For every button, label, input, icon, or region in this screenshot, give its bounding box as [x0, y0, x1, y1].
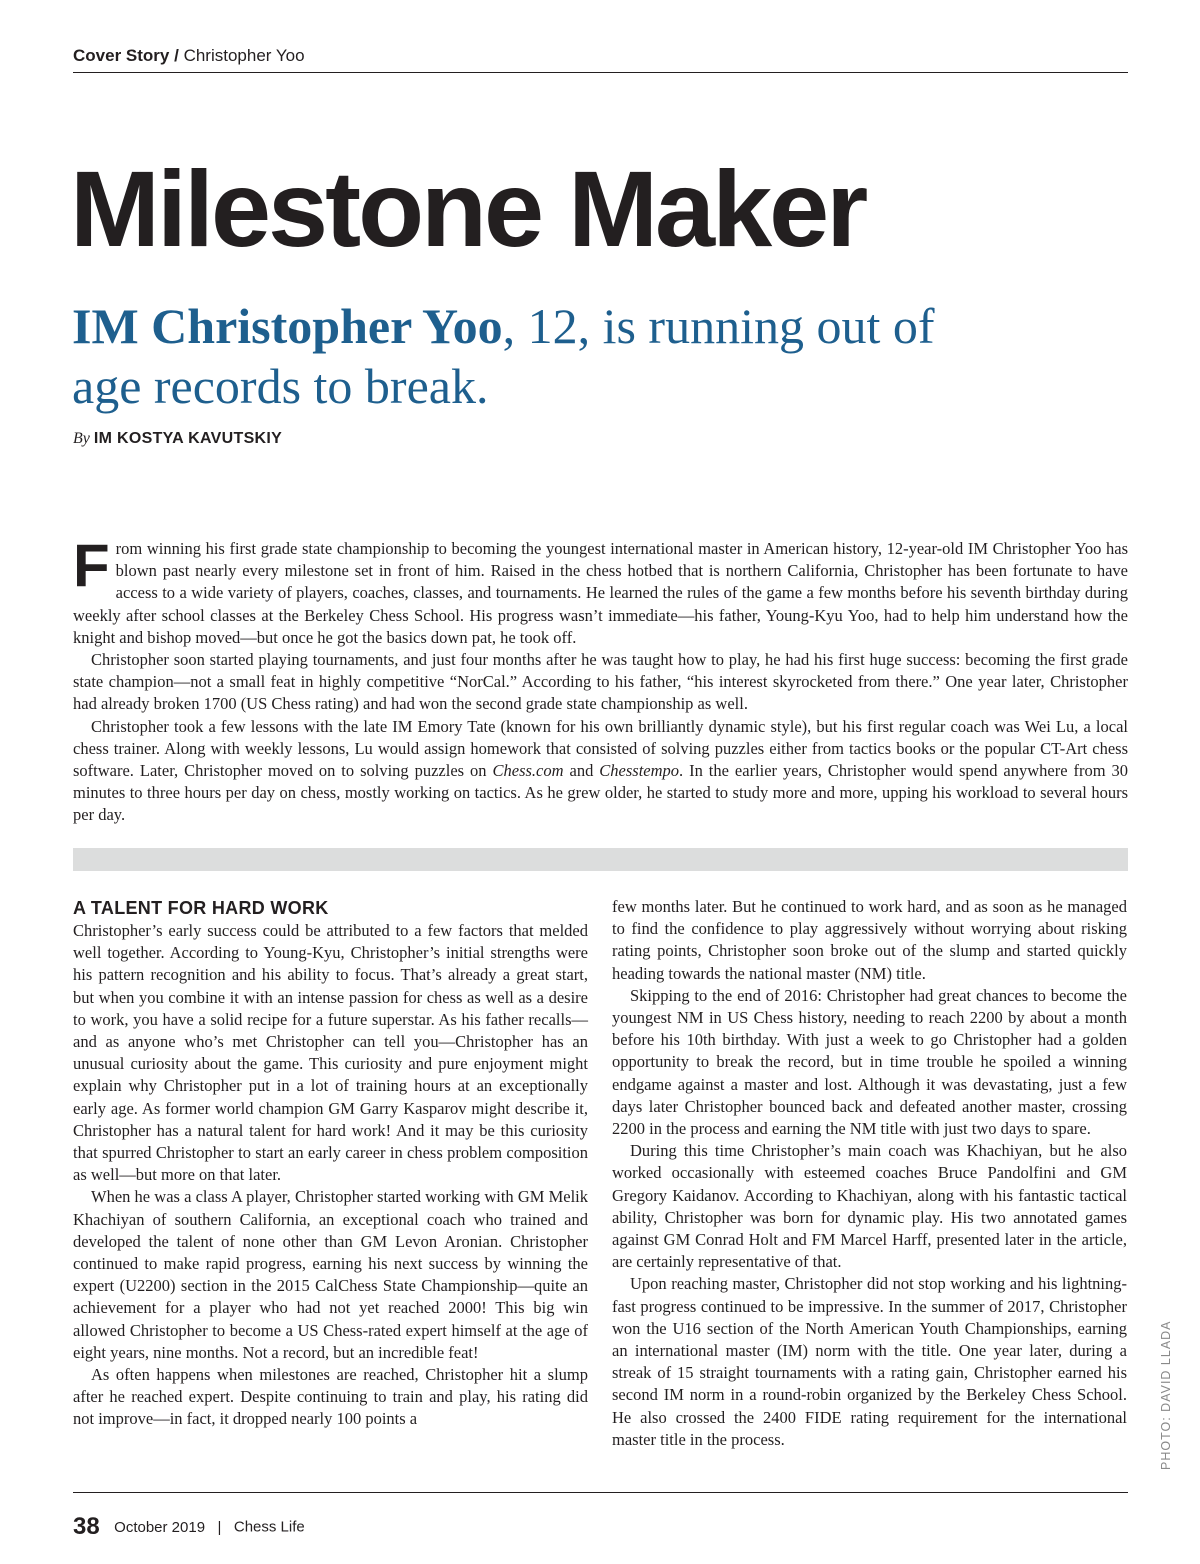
site-name-chesscom: Chess.com	[492, 761, 564, 781]
right-paragraph-2: Skipping to the end of 2016: Christopher had great chances to become the youngest NM in US Chess history, needing to reach 2200 by about a month before his 10th birthday. With just a week to go Christopher had a golden opportunity to break the record, but in time trouble he spoiled a winning endgame against a master and lost. Although it was devastating, just a few days later Christopher bounced back and defeated another master, crossing 2200 in the process and earning the NM title with just two days to spare.	[612, 985, 1127, 1139]
intro-text	[73, 532, 1129, 827]
site-name-chesstempo: Chesstempo	[599, 761, 680, 781]
right-paragraph-4: Upon reaching master, Christopher did not stop working and his lightning-fast progress continued to be impressive. In the summer of 2017, Christopher won the U16 section of the North American Youth Championships, earning an international master (IM) norm with the title. One year later, during a streak of 15 straight tournaments with a rating gain, Christopher earned his second IM norm in a round-robin organized by the Berkeley Chess School. He also crossed the 2400 FIDE rating requirement for the international master title in the process.	[612, 1274, 1127, 1449]
issue-date: October 2019	[114, 1518, 206, 1536]
intro-paragraph-1	[73, 532, 1128, 649]
left-paragraph-2: When he was a class A player, Christopher started working with GM Melik Khachiyan of southern California, an exceptional coach who trained and developed the talent of none other than GM Levon Aronian. Christopher continued to make rapid progress, earning his next success by winning the expert (U2200) section in the 2015 CalChess State Championship—quite an achievement for a player who had not yet reached 2000! This big win allowed Christopher to become a US Chess-rated expert himself at the age of eight years, nine months. Not a record, but an incredible feat!	[73, 1187, 588, 1362]
intro-p3-c: . In the earlier years, Christopher would spend anywhere from 30 minutes to three hours per day on chess, mostly working on tactics. As he grew older, he started to study more and more, upping his workload to several hours per day.	[73, 761, 1129, 825]
right-paragraph-1: few months later. But he continued to work hard, and as soon as he managed to find the confidence to play aggressively without worrying about risking rating points, Christopher soon broke out of the slump and started quickly heading towards the national master (NM) title.	[612, 897, 1127, 983]
intro-p3-b: and	[563, 761, 600, 781]
photo-credit-text: PHOTO: DAVID LLADA	[1159, 1320, 1173, 1470]
right-column	[612, 896, 1127, 1451]
header-separator: /	[174, 46, 179, 65]
subhead-talent: A TALENT FOR HARD WORK	[73, 898, 329, 918]
byline-author: IM KOSTYA KAVUTSKIY	[93, 430, 283, 447]
article-title: Milestone Maker	[70, 148, 866, 269]
magazine-name: Chess Life	[233, 1518, 305, 1536]
section-label: Cover Story	[73, 46, 170, 65]
page-number: 38	[73, 1513, 100, 1540]
left-paragraph-1: Christopher’s early success could be attributed to a few factors that melded well together. According to Young-Kyu, Christopher’s initial strengths were his pattern recognition and his ability to focus. That’s already a great start, but when you combine it with an intense passion for chess as well as a desire to work, you have a solid recipe for a future superstar. As his father recalls—and as anyone who’s met Christopher can tell you—Christopher has an unusual curiosity about the game. This curiosity and pure enjoyment might explain why Christopher put in a lot of training hours at an exceptionally early age. As former world champion GM Garry Kasparov might describe it, Christopher has a natural talent for hard work! And it may be this curiosity that spurred Christopher to start an early career in chess problem composition as well—but more on that later.	[73, 921, 588, 1185]
left-paragraph-3: As often happens when milestones are reached, Christopher hit a slump after he reached expert. Despite continuing to train and play, his rating did not improve—in fact, it dropped nearly 100 points a	[73, 1365, 588, 1429]
running-header	[73, 46, 1128, 73]
section-divider-bar	[73, 848, 1128, 871]
intro-paragraph-2: Christopher soon started playing tournaments, and just four months after he was taught how to play, he had his first huge success: becoming the first grade state champion—not a small feat in highly competitive “NorCal.” According to his father, “his interest skyrocketed from there.” One year later, Christopher had already broken 1700 (US Chess rating) and had won the second grade state championship as well.	[73, 650, 1128, 714]
drop-cap: F	[73, 532, 110, 599]
intro-paragraph-3	[73, 716, 1128, 827]
deck-name: IM Christopher Yoo	[72, 298, 503, 354]
footer-rule	[73, 1492, 1128, 1493]
footer-separator: |	[217, 1518, 222, 1536]
article-deck	[72, 296, 972, 416]
left-column	[73, 896, 588, 1431]
intro-paragraph-1-text: rom winning his first grade state championship to becoming the youngest international master in American history, 12-year-old IM Christopher Yoo has blown past nearly every milestone set in front of him. Raised in the chess hotbed that is northern California, Christopher has been fortunate to have access to a wide variety of players, coaches, classes, and tournaments. He learned the rules of the game a few months before his seventh birthday during weekly after school classes at the Berkeley Chess School. His progress wasn’t immediate—his father, Young-Kyu Yoo, had to help him understand how the knight and bishop moved—but once he got the basics down pat, he took off.	[73, 539, 1128, 647]
byline-by: By	[73, 430, 90, 447]
right-paragraph-3: During this time Christopher’s main coach was Khachiyan, but he also worked occasionally with esteemed coaches Bruce Pandolfini and GM Gregory Kaidanov. According to Khachiyan, along with his fantastic tactical ability, Christopher was born for dynamic play. His two annotated games against GM Conrad Holt and FM Marcel Harff, presented later in the article, are certainly representative of that.	[612, 1141, 1127, 1272]
intro-p3-a: Christopher took a few lessons with the late IM Emory Tate (known for his own brilliantly dynamic style), but his first regular coach was Wei Lu, a local chess trainer. Along with weekly lessons, Lu would assign homework that consisted of solving puzzles either from tactics books or the popular CT-Art chess software. Later, Christopher moved on to solving puzzles on	[73, 716, 1128, 781]
header-subject: Christopher Yoo	[183, 46, 305, 65]
deck-rest: , 12, is running out of age records to break.	[72, 298, 935, 414]
byline	[73, 430, 282, 448]
page-footer	[73, 1513, 305, 1541]
